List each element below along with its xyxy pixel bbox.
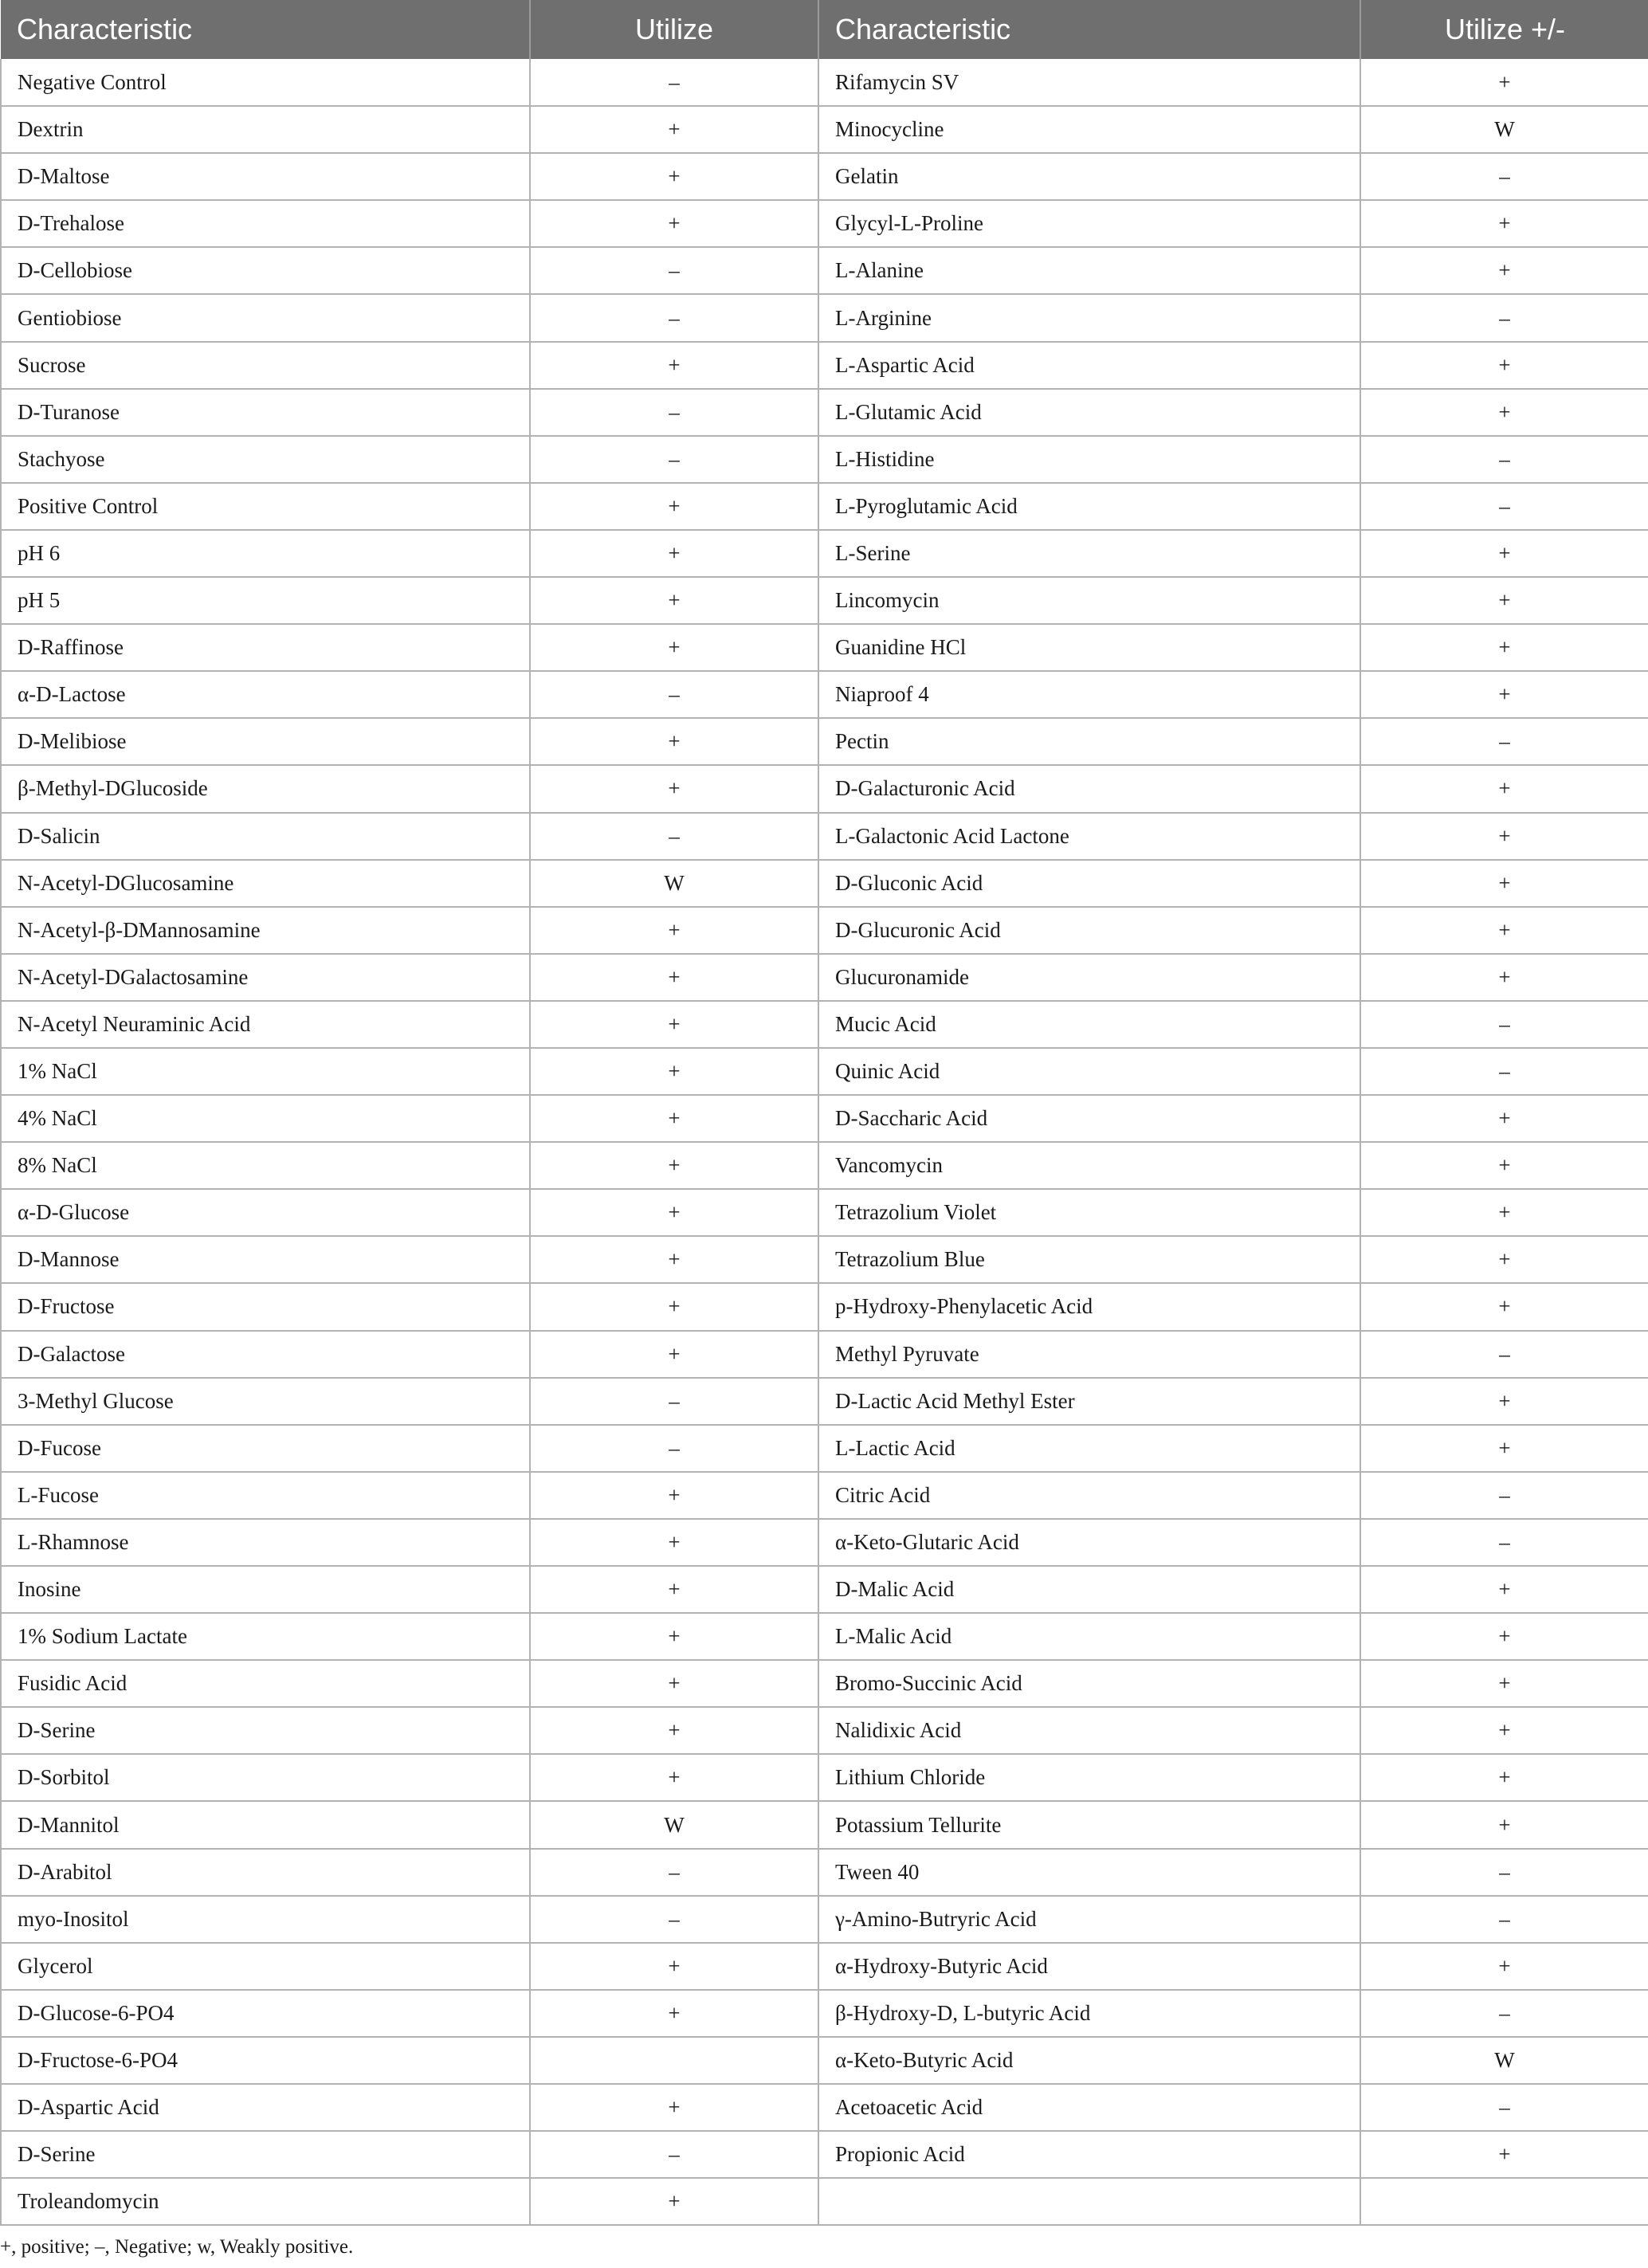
utilize-cell: +	[530, 765, 818, 812]
table-row	[1, 200, 1648, 247]
table-row	[1, 1425, 1648, 1472]
characteristic-cell: L-Fucose	[1, 1472, 530, 1519]
characteristic-cell: Lithium Chloride	[818, 1754, 1360, 1801]
table-row	[1, 671, 1648, 718]
utilize-cell: –	[530, 1425, 818, 1472]
table-row	[1, 1990, 1648, 2037]
characteristic-cell: Quinic Acid	[818, 1048, 1360, 1095]
characteristic-cell: Lincomycin	[818, 577, 1360, 624]
utilize-cell: +	[530, 483, 818, 530]
characteristic-cell: D-Maltose	[1, 153, 530, 200]
utilize-cell: –	[1360, 1849, 1648, 1896]
utilize-cell: +	[1360, 860, 1648, 907]
characteristic-cell: Gelatin	[818, 153, 1360, 200]
characteristic-cell: D-Galacturonic Acid	[818, 765, 1360, 812]
utilize-cell: +	[530, 530, 818, 577]
utilize-cell: +	[1360, 813, 1648, 860]
utilize-cell: –	[1360, 1472, 1648, 1519]
utilize-cell: –	[1360, 1331, 1648, 1378]
characteristic-cell: Glycyl-L-Proline	[818, 200, 1360, 247]
utilize-cell: –	[1360, 1048, 1648, 1095]
characteristic-cell: D-Turanose	[1, 389, 530, 436]
table-row	[1, 2131, 1648, 2178]
utilize-cell: +	[1360, 1142, 1648, 1189]
table-row	[1, 436, 1648, 483]
utilize-cell: +	[530, 153, 818, 200]
utilize-cell: –	[530, 2131, 818, 2178]
utilize-cell: –	[530, 813, 818, 860]
utilize-cell: +	[530, 907, 818, 954]
table-row	[1, 1378, 1648, 1425]
utilize-cell: –	[1360, 153, 1648, 200]
characteristic-cell: Sucrose	[1, 342, 530, 389]
utilize-cell: +	[530, 1236, 818, 1283]
utilize-cell: +	[1360, 530, 1648, 577]
utilize-cell: –	[530, 671, 818, 718]
characteristic-cell: D-Saccharic Acid	[818, 1095, 1360, 1142]
utilize-cell: +	[530, 200, 818, 247]
characteristic-cell: L-Malic Acid	[818, 1613, 1360, 1660]
characteristic-cell: D-Mannitol	[1, 1801, 530, 1848]
table-body	[1, 59, 1648, 2225]
table-row	[1, 1048, 1648, 1095]
header-utilize-2: Utilize +/-	[1360, 0, 1648, 59]
utilize-cell: +	[530, 1095, 818, 1142]
characteristic-cell: D-Sorbitol	[1, 1754, 530, 1801]
table-row	[1, 247, 1648, 294]
characteristic-cell: D-Serine	[1, 1707, 530, 1754]
characteristic-cell: 4% NaCl	[1, 1095, 530, 1142]
utilize-cell: +	[1360, 247, 1648, 294]
utilize-cell: +	[530, 342, 818, 389]
utilize-cell: +	[530, 624, 818, 671]
characteristic-cell: N-Acetyl Neuraminic Acid	[1, 1001, 530, 1048]
utilize-cell: –	[1360, 1896, 1648, 1943]
table-row	[1, 2178, 1648, 2225]
utilize-cell: –	[1360, 1519, 1648, 1566]
table-row	[1, 2084, 1648, 2131]
table-row	[1, 1754, 1648, 1801]
characteristic-cell: L-Aspartic Acid	[818, 342, 1360, 389]
characteristic-cell: D-Gluconic Acid	[818, 860, 1360, 907]
characteristic-cell: D-Melibiose	[1, 718, 530, 765]
table-row	[1, 1236, 1648, 1283]
utilize-cell: –	[530, 1896, 818, 1943]
table-row	[1, 106, 1648, 153]
header-characteristic-1: Characteristic	[1, 0, 530, 59]
characteristic-cell: Pectin	[818, 718, 1360, 765]
characteristic-cell: D-Fructose-6-PO4	[1, 2037, 530, 2084]
utilize-cell: W	[1360, 2037, 1648, 2084]
utilize-cell: +	[1360, 671, 1648, 718]
characteristic-cell: Niaproof 4	[818, 671, 1360, 718]
characteristic-cell: D-Serine	[1, 2131, 530, 2178]
characteristic-cell: D-Mannose	[1, 1236, 530, 1283]
header-row	[1, 0, 1648, 59]
characteristic-cell: L-Arginine	[818, 294, 1360, 341]
table-row	[1, 294, 1648, 341]
characteristic-cell	[818, 2178, 1360, 2225]
utilize-cell: +	[530, 1001, 818, 1048]
utilize-cell: +	[530, 106, 818, 153]
utilize-cell: +	[530, 2084, 818, 2131]
characteristic-cell: Stachyose	[1, 436, 530, 483]
characteristic-cell: Glucuronamide	[818, 954, 1360, 1001]
utilize-cell: +	[530, 1142, 818, 1189]
table-row	[1, 1801, 1648, 1848]
characteristic-cell: D-Glucuronic Acid	[818, 907, 1360, 954]
characteristic-cell: 8% NaCl	[1, 1142, 530, 1189]
table-row	[1, 1331, 1648, 1378]
characteristic-cell: D-Raffinose	[1, 624, 530, 671]
table-row	[1, 718, 1648, 765]
header-utilize-1: Utilize	[530, 0, 818, 59]
table-row	[1, 1472, 1648, 1519]
utilize-cell: +	[1360, 907, 1648, 954]
characteristic-cell: Bromo-Succinic Acid	[818, 1660, 1360, 1707]
table-row	[1, 624, 1648, 671]
table-header	[1, 0, 1648, 59]
characteristic-cell: pH 5	[1, 577, 530, 624]
utilize-cell: +	[530, 1283, 818, 1330]
characteristic-cell: pH 6	[1, 530, 530, 577]
characteristic-cell: D-Fructose	[1, 1283, 530, 1330]
utilize-cell: +	[530, 1048, 818, 1095]
characteristic-cell: D-Lactic Acid Methyl Ester	[818, 1378, 1360, 1425]
characteristic-cell: Vancomycin	[818, 1142, 1360, 1189]
table-row	[1, 530, 1648, 577]
utilize-cell: +	[530, 1707, 818, 1754]
table-row	[1, 1095, 1648, 1142]
characteristic-cell: 3-Methyl Glucose	[1, 1378, 530, 1425]
utilize-cell: +	[530, 1566, 818, 1613]
characteristic-cell: D-Cellobiose	[1, 247, 530, 294]
characteristic-cell: β-Hydroxy-D, L-butyric Acid	[818, 1990, 1360, 2037]
utilize-cell: +	[1360, 1378, 1648, 1425]
utilize-cell: +	[1360, 1613, 1648, 1660]
utilize-cell: +	[1360, 624, 1648, 671]
utilize-cell: +	[1360, 1801, 1648, 1848]
utilize-cell	[1360, 2178, 1648, 2225]
table-row	[1, 1707, 1648, 1754]
utilize-cell: +	[530, 2178, 818, 2225]
characteristic-cell: β-Methyl-DGlucoside	[1, 765, 530, 812]
characteristic-cell: D-Salicin	[1, 813, 530, 860]
characteristic-cell: Methyl Pyruvate	[818, 1331, 1360, 1378]
utilize-cell: +	[530, 577, 818, 624]
utilize-cell: +	[1360, 1189, 1648, 1236]
utilize-cell: +	[1360, 765, 1648, 812]
table-row	[1, 577, 1648, 624]
table-row	[1, 1566, 1648, 1613]
characteristic-cell: L-Alanine	[818, 247, 1360, 294]
characteristic-cell: 1% Sodium Lactate	[1, 1613, 530, 1660]
table-row	[1, 813, 1648, 860]
utilize-cell: +	[530, 1990, 818, 2037]
utilize-cell: +	[1360, 1707, 1648, 1754]
characteristic-cell: L-Pyroglutamic Acid	[818, 483, 1360, 530]
utilize-cell: –	[1360, 483, 1648, 530]
characteristic-cell: Glycerol	[1, 1943, 530, 1990]
utilize-cell: +	[1360, 1566, 1648, 1613]
characteristic-cell: Mucic Acid	[818, 1001, 1360, 1048]
characteristic-cell: L-Lactic Acid	[818, 1425, 1360, 1472]
characteristic-cell: D-Malic Acid	[818, 1566, 1360, 1613]
characteristic-cell: Negative Control	[1, 59, 530, 106]
utilize-cell: –	[530, 389, 818, 436]
characteristic-cell: p-Hydroxy-Phenylacetic Acid	[818, 1283, 1360, 1330]
utilize-cell: –	[530, 1849, 818, 1896]
utilize-cell	[530, 2037, 818, 2084]
characteristic-cell: Positive Control	[1, 483, 530, 530]
utilize-cell: –	[530, 294, 818, 341]
utilize-cell: +	[530, 1331, 818, 1378]
table-row	[1, 1001, 1648, 1048]
utilize-cell: –	[1360, 1990, 1648, 2037]
characteristic-cell: L-Glutamic Acid	[818, 389, 1360, 436]
table-row	[1, 59, 1648, 106]
characteristic-cell: D-Fucose	[1, 1425, 530, 1472]
table-row	[1, 483, 1648, 530]
table-row	[1, 1943, 1648, 1990]
table-row	[1, 2037, 1648, 2084]
table-row	[1, 1142, 1648, 1189]
characteristic-cell: D-Aspartic Acid	[1, 2084, 530, 2131]
characteristic-cell: L-Histidine	[818, 436, 1360, 483]
utilize-cell: +	[530, 718, 818, 765]
characteristic-cell: 1% NaCl	[1, 1048, 530, 1095]
table-row	[1, 1283, 1648, 1330]
characteristic-cell: D-Trehalose	[1, 200, 530, 247]
table-row	[1, 860, 1648, 907]
characteristic-cell: Acetoacetic Acid	[818, 2084, 1360, 2131]
characteristic-cell: L-Rhamnose	[1, 1519, 530, 1566]
utilize-cell: –	[1360, 2084, 1648, 2131]
characteristic-cell: Gentiobiose	[1, 294, 530, 341]
characteristic-cell: α-D-Lactose	[1, 671, 530, 718]
table-row	[1, 1519, 1648, 1566]
characteristic-cell: N-Acetyl-DGlucosamine	[1, 860, 530, 907]
characteristic-cell: Tween 40	[818, 1849, 1360, 1896]
utilize-cell: +	[1360, 954, 1648, 1001]
table-row	[1, 1849, 1648, 1896]
header-characteristic-2: Characteristic	[818, 0, 1360, 59]
characteristic-cell: Minocycline	[818, 106, 1360, 153]
characteristic-cell: Rifamycin SV	[818, 59, 1360, 106]
characteristic-cell: Dextrin	[1, 106, 530, 153]
table-row	[1, 765, 1648, 812]
characteristic-cell: α-Keto-Glutaric Acid	[818, 1519, 1360, 1566]
utilize-cell: –	[530, 247, 818, 294]
characteristic-cell: myo-Inositol	[1, 1896, 530, 1943]
utilize-cell: +	[1360, 200, 1648, 247]
utilize-cell: +	[1360, 389, 1648, 436]
utilize-cell: W	[530, 1801, 818, 1848]
utilize-cell: +	[530, 954, 818, 1001]
characteristic-cell: N-Acetyl-DGalactosamine	[1, 954, 530, 1001]
characteristic-cell: D-Galactose	[1, 1331, 530, 1378]
table-footnote: +, positive; –, Negative; w, Weakly positive.	[0, 2236, 354, 2258]
utilize-cell: +	[1360, 59, 1648, 106]
utilize-cell: +	[1360, 1095, 1648, 1142]
characteristic-cell: Guanidine HCl	[818, 624, 1360, 671]
utilize-cell: –	[530, 1378, 818, 1425]
table-row	[1, 153, 1648, 200]
utilize-cell: –	[530, 59, 818, 106]
table-row	[1, 1896, 1648, 1943]
characteristic-cell: α-Hydroxy-Butyric Acid	[818, 1943, 1360, 1990]
utilize-cell: W	[1360, 106, 1648, 153]
table-row	[1, 1189, 1648, 1236]
utilize-cell: +	[1360, 1425, 1648, 1472]
utilize-cell: –	[1360, 436, 1648, 483]
characteristic-cell: Potassium Tellurite	[818, 1801, 1360, 1848]
table-row	[1, 342, 1648, 389]
characteristic-cell: α-Keto-Butyric Acid	[818, 2037, 1360, 2084]
utilize-cell: +	[530, 1754, 818, 1801]
utilize-cell: +	[1360, 577, 1648, 624]
characteristic-cell: Tetrazolium Violet	[818, 1189, 1360, 1236]
table-row	[1, 1613, 1648, 1660]
characteristic-cell: Propionic Acid	[818, 2131, 1360, 2178]
characteristic-cell: Fusidic Acid	[1, 1660, 530, 1707]
utilize-cell: +	[1360, 1943, 1648, 1990]
characteristic-cell: Tetrazolium Blue	[818, 1236, 1360, 1283]
utilize-cell: +	[530, 1660, 818, 1707]
utilize-cell: +	[530, 1472, 818, 1519]
utilize-cell: W	[530, 860, 818, 907]
utilize-cell: –	[530, 436, 818, 483]
table-row	[1, 389, 1648, 436]
utilize-cell: +	[1360, 1283, 1648, 1330]
table-row	[1, 1660, 1648, 1707]
utilize-cell: –	[1360, 294, 1648, 341]
utilize-cell: –	[1360, 718, 1648, 765]
characteristic-cell: Troleandomycin	[1, 2178, 530, 2225]
characteristic-cell: γ-Amino-Butryric Acid	[818, 1896, 1360, 1943]
utilize-cell: +	[530, 1189, 818, 1236]
characteristic-cell: D-Arabitol	[1, 1849, 530, 1896]
characteristic-cell: Citric Acid	[818, 1472, 1360, 1519]
utilize-cell: –	[1360, 1001, 1648, 1048]
utilize-cell: +	[530, 1519, 818, 1566]
characteristic-cell: L-Galactonic Acid Lactone	[818, 813, 1360, 860]
utilize-cell: +	[1360, 1754, 1648, 1801]
utilize-cell: +	[530, 1613, 818, 1660]
characteristic-cell: N-Acetyl-β-DMannosamine	[1, 907, 530, 954]
characteristic-cell: Inosine	[1, 1566, 530, 1613]
utilize-cell: +	[1360, 1236, 1648, 1283]
utilize-cell: +	[1360, 342, 1648, 389]
utilize-cell: +	[530, 1943, 818, 1990]
utilize-cell: +	[1360, 2131, 1648, 2178]
table-row	[1, 907, 1648, 954]
characteristic-cell: D-Glucose-6-PO4	[1, 1990, 530, 2037]
utilize-cell: +	[1360, 1660, 1648, 1707]
characteristic-cell: Nalidixic Acid	[818, 1707, 1360, 1754]
characteristic-cell: α-D-Glucose	[1, 1189, 530, 1236]
table-row	[1, 954, 1648, 1001]
characteristic-cell: L-Serine	[818, 530, 1360, 577]
